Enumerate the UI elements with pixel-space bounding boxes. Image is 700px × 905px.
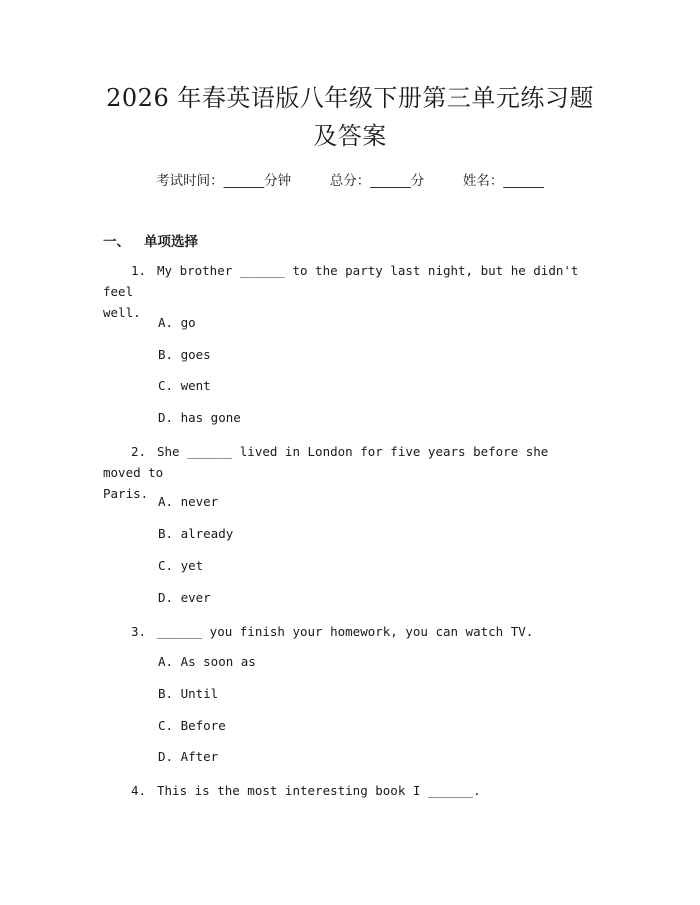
- time-unit: 分钟: [264, 173, 292, 189]
- option-1d: D. has gone: [158, 410, 241, 425]
- time-label: 考试时间：: [156, 173, 224, 189]
- section-number: 一、: [103, 234, 130, 250]
- option-2a: A. never: [158, 494, 219, 509]
- option-3c: C. Before: [158, 718, 226, 733]
- question-stem: She ______ lived in London for five years before she moved to: [103, 444, 549, 480]
- question-1: [103, 260, 583, 323]
- option-1b: B. goes: [158, 347, 211, 362]
- question-stem: ______ you finish your homework, you can watch TV.: [157, 624, 534, 639]
- question-number: 2.: [131, 444, 147, 459]
- option-2b: B. already: [158, 526, 234, 541]
- score-label: 总分：: [329, 173, 371, 189]
- question-stem: This is the most interesting book I ______.: [157, 783, 481, 798]
- section-heading: [103, 230, 198, 250]
- name-label: 姓名：: [462, 173, 504, 189]
- option-2d: D. ever: [158, 590, 211, 605]
- question-3: [103, 621, 583, 642]
- page-title-continued: 及答案: [313, 122, 387, 150]
- question-number: 4.: [131, 783, 147, 798]
- option-3d: D. After: [158, 749, 219, 764]
- option-2c: C. yet: [158, 558, 204, 573]
- score-blank: ______: [370, 173, 411, 189]
- section-title: 单项选择: [144, 234, 198, 250]
- question-stem: My brother ______ to the party last night, but he didn't feel: [103, 263, 579, 299]
- option-1c: C. went: [158, 378, 211, 393]
- exam-info-row: [0, 169, 700, 189]
- option-3a: A. As soon as: [158, 654, 256, 669]
- question-stem-continued: Paris.: [103, 486, 149, 501]
- question-number: 1.: [131, 263, 147, 278]
- question-stem-continued: well.: [103, 305, 141, 320]
- page-title: 2026 年春英语版八年级下册第三单元练习题: [106, 84, 594, 112]
- option-3b: B. Until: [158, 686, 219, 701]
- question-number: 3.: [131, 624, 147, 639]
- question-4: [103, 780, 583, 801]
- score-unit: 分: [410, 173, 425, 189]
- option-1a: A. go: [158, 315, 196, 330]
- name-blank: ______: [503, 173, 544, 189]
- time-blank: ______: [223, 173, 265, 189]
